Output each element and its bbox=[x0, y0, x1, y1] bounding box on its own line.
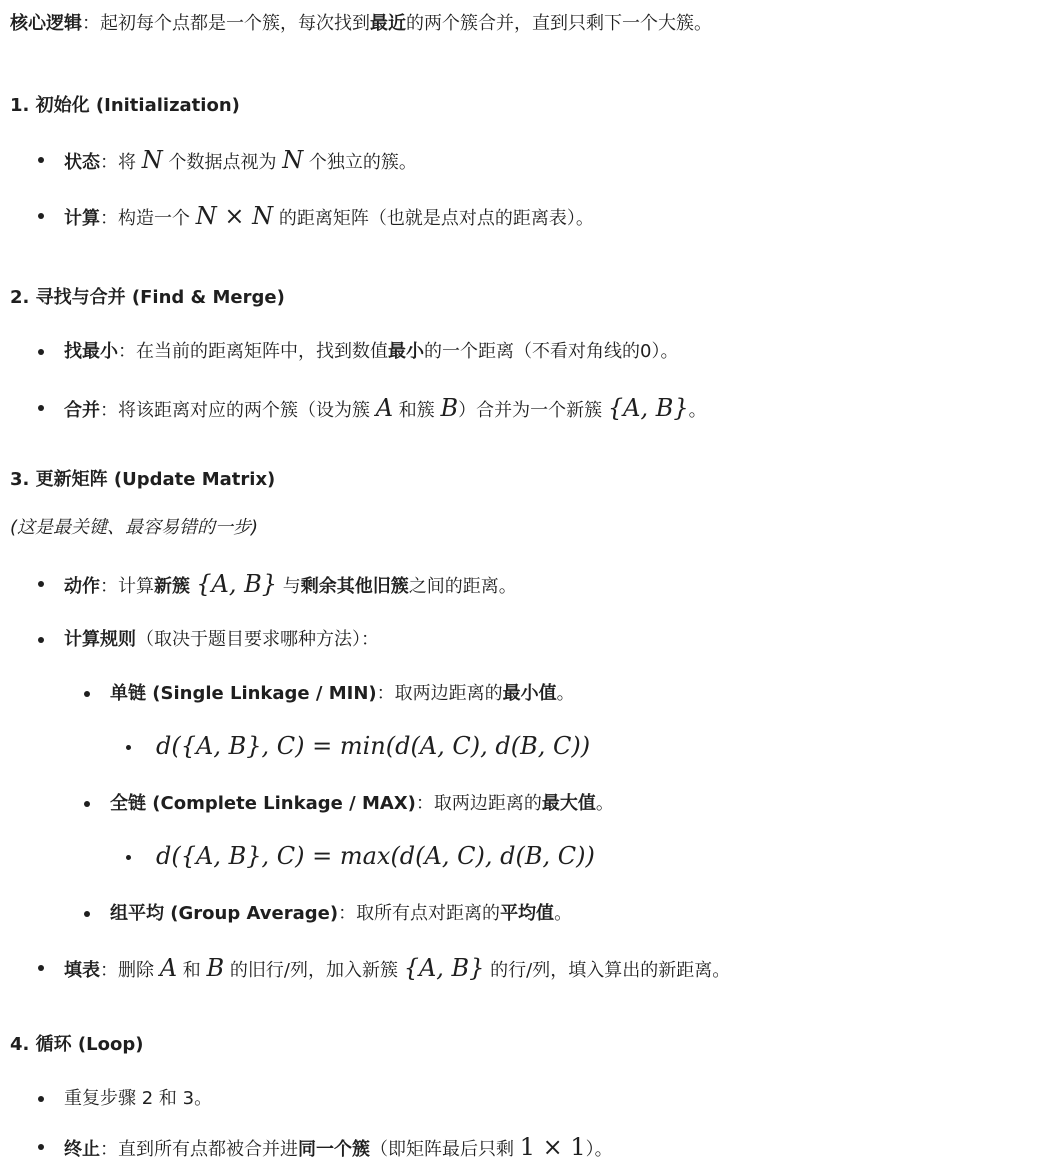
single-linkage-formula: d({A, B}, C) = min(d(A, C), d(B, C)) bbox=[156, 732, 591, 760]
s3-action-item: 动作：计算新簇 {A, B} 与剩余其他旧簇之间的距离。 bbox=[64, 570, 517, 598]
intro-paragraph: 核心逻辑：起初每个点都是一个簇，每次找到最近的两个簇合并，直到只剩下一个大簇。 bbox=[10, 13, 712, 34]
bullet-dot bbox=[84, 911, 90, 917]
s2-merge-item: 合并：将该距离对应的两个簇（设为簇 A 和簇 B）合并为一个新簇 {A, B}。 bbox=[64, 394, 707, 422]
bullet-dot bbox=[38, 213, 44, 219]
s3-fill-item: 填表：删除 A 和 B 的旧行/列，加入新簇 {A, B} 的行/列，填入算出的新距离。 bbox=[64, 954, 731, 982]
s1-state-item: 状态：将 N 个数据点视为 N 个独立的簇。 bbox=[64, 146, 417, 174]
bullet-dot bbox=[84, 801, 90, 807]
section-2-heading: 2. 寻找与合并 (Find & Merge) bbox=[10, 287, 285, 308]
complete-linkage-item: 全链 (Complete Linkage / MAX)：取两边距离的最大值。 bbox=[110, 793, 614, 814]
s3-rule-item: 计算规则（取决于题目要求哪种方法）： bbox=[64, 629, 379, 650]
bullet-dot bbox=[38, 1144, 44, 1150]
s3-note: (这是最关键、最容易错的一步) bbox=[10, 517, 259, 538]
bullet-dot bbox=[38, 581, 44, 587]
bullet-dot bbox=[126, 855, 131, 860]
bullet-dot bbox=[126, 745, 131, 750]
bullet-dot bbox=[38, 637, 44, 643]
section-4-heading: 4. 循环 (Loop) bbox=[10, 1034, 144, 1055]
s4-repeat-item: 重复步骤 2 和 3。 bbox=[64, 1088, 213, 1109]
single-linkage-item: 单链 (Single Linkage / MIN)：取两边距离的最小值。 bbox=[110, 683, 575, 704]
s4-stop-item: 终止：直到所有点都被合并进同一个簇（即矩阵最后只剩 1 × 1）。 bbox=[64, 1133, 613, 1161]
bullet-dot bbox=[38, 965, 44, 971]
s1-compute-item: 计算：构造一个 N × N 的距离矩阵（也就是点对点的距离表）。 bbox=[64, 202, 594, 230]
bullet-dot bbox=[38, 157, 44, 163]
bullet-dot bbox=[84, 691, 90, 697]
group-average-item: 组平均 (Group Average)：取所有点对距离的平均值。 bbox=[110, 903, 573, 924]
s2-find-item: 找最小：在当前的距离矩阵中，找到数值最小的一个距离（不看对角线的0）。 bbox=[64, 341, 679, 362]
intro-label: 核心逻辑 bbox=[10, 13, 82, 34]
section-1-heading: 1. 初始化 (Initialization) bbox=[10, 95, 240, 116]
section-3-heading: 3. 更新矩阵 (Update Matrix) bbox=[10, 469, 276, 490]
bullet-dot bbox=[38, 405, 44, 411]
complete-linkage-formula: d({A, B}, C) = max(d(A, C), d(B, C)) bbox=[156, 842, 595, 870]
bullet-dot bbox=[38, 349, 44, 355]
bullet-dot bbox=[38, 1096, 44, 1102]
